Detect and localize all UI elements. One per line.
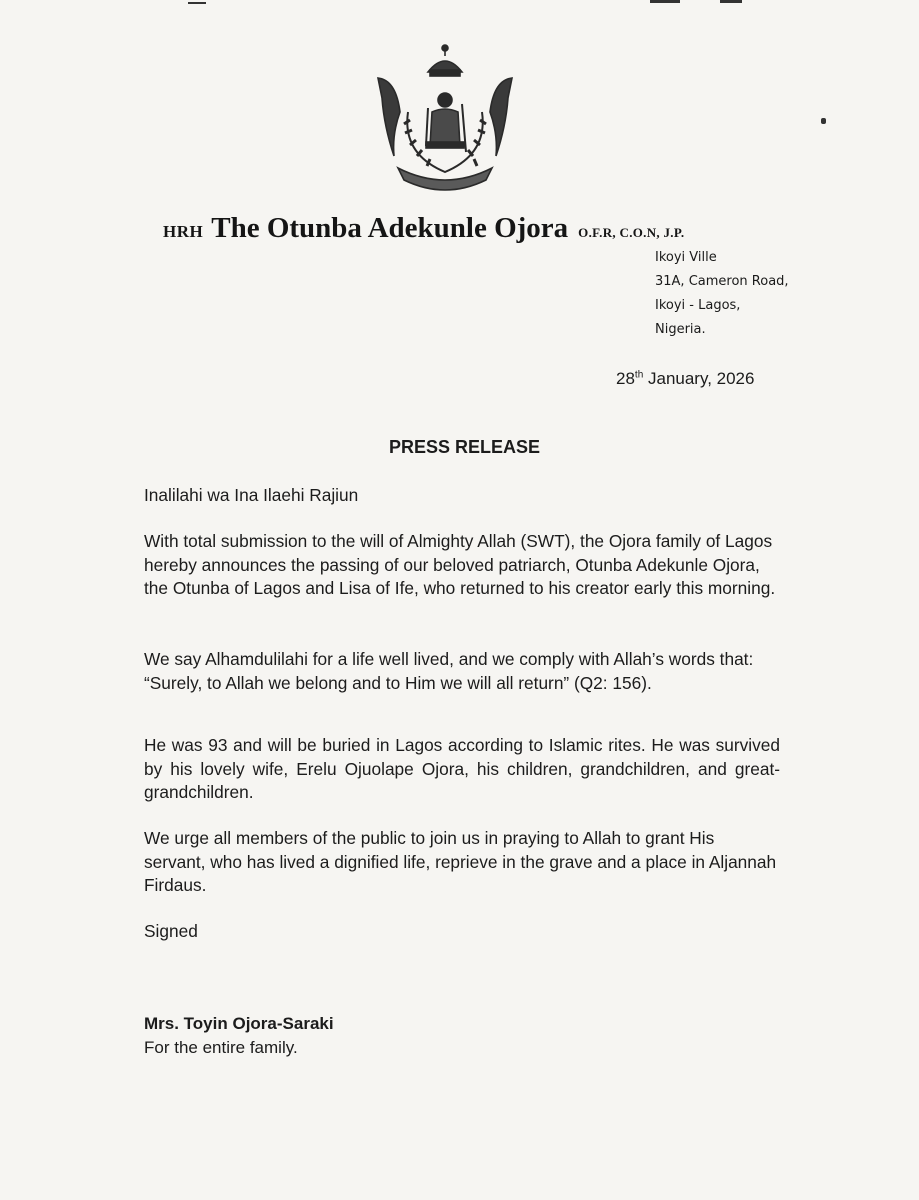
signed-label: Signed [144,921,198,941]
paragraph-2: We say Alhamdulilahi for a life well lived, and we comply with Allah’s words that: “Surely, to Allah we belong and to Him we will all return” (Q2: 156). [144,649,754,693]
paragraph-4: We urge all members of the public to join us in praying to Allah to grant His servant, who has lived a dignified life, reprieve in the grave and a place in Aljannah Firdaus. [144,828,777,895]
letterhead-name: The Otunba Adekunle Ojora [211,212,569,244]
paragraph-1: With total submission to the will of Almighty Allah (SWT), the Ojora family of Lagos hereby announces the passing of our beloved patriarch, Otunba Adekunle Ojora, the Otunba of Lagos and Lisa of Ife, who returned to his creator early this morning. [144,531,776,598]
scan-speck [821,118,826,124]
letterhead-prefix: HRH [163,222,204,241]
greeting: Inalilahi wa Ina Ilaehi Rajiun [144,485,359,505]
date-rest: January, 2026 [643,369,755,388]
signer-name: Mrs. Toyin Ojora-Saraki [144,1014,334,1033]
address-line: Nigeria. [655,322,706,337]
address-block [655,246,789,342]
letterhead-honors: O.F.R, C.O.N, J.P. [578,225,685,240]
date-day: 28 [616,369,635,388]
address-line: Ikoyi Ville [655,250,717,265]
letter-date [616,369,754,389]
scan-speck [720,0,742,3]
scan-speck [650,0,680,3]
paragraph-3: He was 93 and will be buried in Lagos according to Islamic rites. He was survived by his lovely wife, Erelu Ojuolape Ojora, his children, grandchildren, and great-grandchildren. [144,735,780,802]
scan-speck [188,2,206,4]
document-title: PRESS RELEASE [388,437,541,457]
address-line: Ikoyi - Lagos, [655,298,741,313]
address-line: 31A, Cameron Road, [655,274,789,289]
letterhead [163,212,684,245]
signer-note: For the entire family. [144,1038,298,1057]
date-suffix: th [634,369,644,381]
royal-crest-icon [370,42,520,192]
